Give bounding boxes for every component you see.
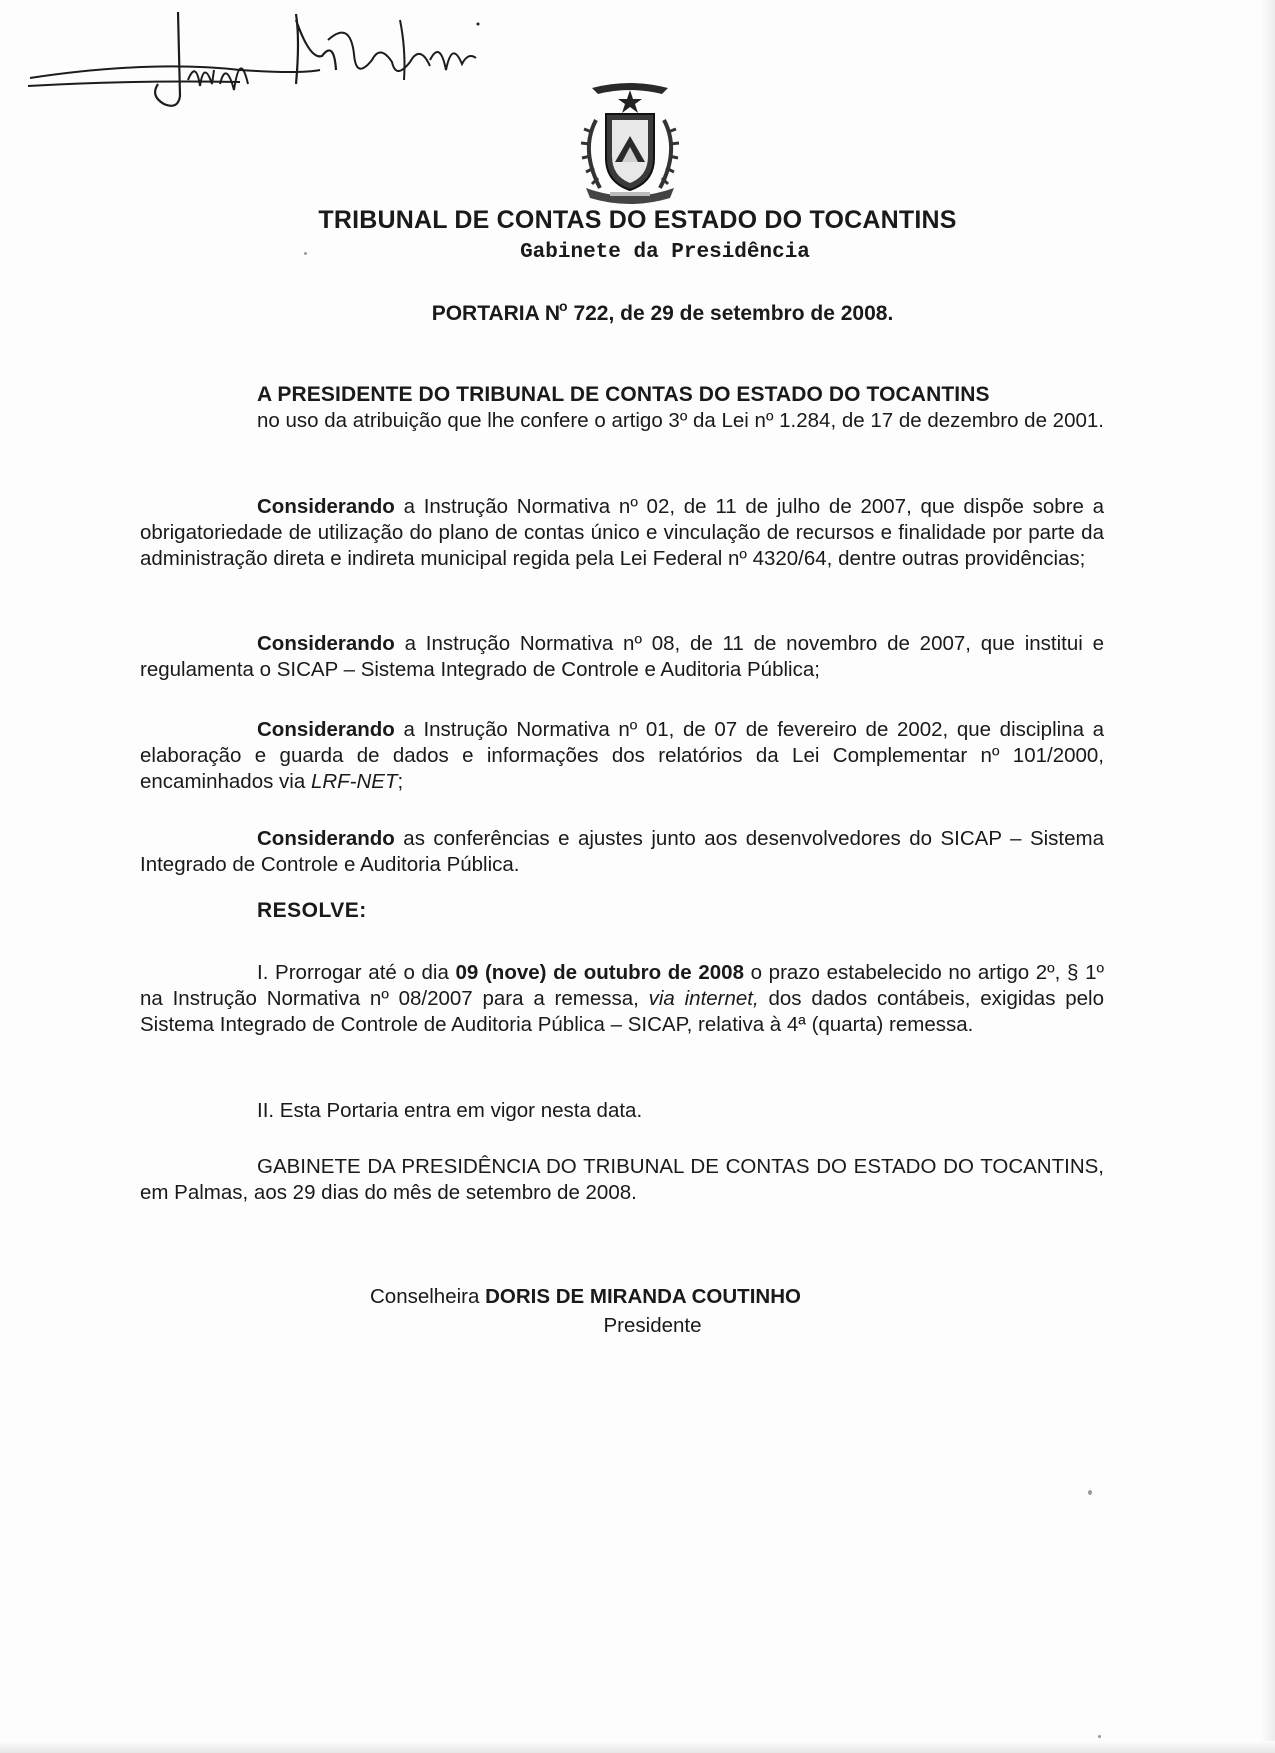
article-one-text-e: dos dados contábeis, exigidas pelo Sistema Integrado de Controle de Auditoria Pública – SICAP, relativa à 4ª (quarta) remessa. (140, 987, 1105, 1036)
preamble-lead: A PRESIDENTE DO TRIBUNAL DE CONTAS DO ESTADO DO TOCANTINS (257, 383, 990, 406)
article-two: II. Esta Portaria entra em vigor nesta data. (257, 1099, 643, 1122)
considerando-paragraph-3 (140, 717, 1104, 795)
considerando-paragraph-1 (140, 494, 1104, 572)
preamble (257, 382, 1104, 434)
resolve-heading: RESOLVE: (257, 899, 367, 922)
article-one (140, 960, 1104, 1038)
portaria-prefix: PORTARIA N (431, 302, 561, 325)
considerando-text: a Instrução Normativa nº 02, de 11 de julho de 2007, que dispõe sobre a obrigatoriedade de utilização do plano de contas único e vinculação de recursos e finalidade por parte da administração direta e indireta municipal regida pela Lei Federal nº 4320/64, dentre outras providências; (140, 495, 1104, 570)
considerando-paragraph-4 (140, 826, 1104, 878)
article-one-text-c: o prazo estabelecido no artigo 2º, § 1º na Instrução Normativa nº 08/2007 para a remessa, (140, 961, 1104, 1010)
office-subtitle: Gabinete da Presidência (520, 241, 810, 264)
closing-paragraph: GABINETE DA PRESIDÊNCIA DO TRIBUNAL DE CONTAS DO ESTADO DO TOCANTINS, em Palmas, aos 29 dias do mês de setembro de 2008. (140, 1155, 1104, 1204)
considerando-keyword: Considerando (257, 632, 395, 655)
article-one-text-a: I. Prorrogar até o dia (257, 961, 456, 984)
handwritten-signature (0, 0, 560, 120)
article-one-italic: via internet, (648, 987, 759, 1010)
coat-of-arms-icon (570, 80, 690, 208)
considerando-text: a Instrução Normativa nº 08, de 11 de novembro de 2007, que institui e regulamenta o SICAP – Sistema Integrado de Controle e Auditoria Pública; (140, 632, 1105, 681)
considerando-paragraph-2 (140, 631, 1104, 683)
considerando-keyword: Considerando (257, 827, 395, 850)
considerando-italic-term: LRF-NET (310, 770, 398, 793)
signatory-line (370, 1285, 801, 1309)
considerando-keyword: Considerando (257, 495, 395, 518)
signatory-role: Presidente (603, 1314, 702, 1337)
signatory-title: Conselheira (370, 1285, 486, 1308)
portaria-number-date: 722, de 29 de setembro de 2008. (573, 302, 894, 325)
scan-speck (304, 252, 307, 255)
considerando-text: as conferências e ajustes junto aos desenvolvedores do SICAP – Sistema Integrado de Controle e Auditoria Pública. (140, 827, 1104, 876)
considerando-keyword: Considerando (257, 718, 395, 741)
scan-edge-bottom (0, 1741, 1275, 1753)
preamble-text: no uso da atribuição que lhe confere o artigo 3º da Lei nº 1.284, de 17 de dezembro de 2001. (257, 409, 1104, 432)
considerando-end: ; (397, 770, 404, 793)
considerando-text: a Instrução Normativa nº 01, de 07 de fevereiro de 2002, que disciplina a elaboração e guarda de dados e informações dos relatórios da Lei Complementar nº 101/2000, encaminhados via (140, 718, 1104, 793)
scan-speck (1088, 1490, 1092, 1495)
portaria-superscript: o (559, 298, 568, 314)
scan-speck (1098, 1735, 1101, 1738)
article-one-date: 09 (nove) de outubro de 2008 (455, 961, 744, 984)
institution-title: TRIBUNAL DE CONTAS DO ESTADO DO TOCANTINS (318, 206, 957, 234)
signatory-name: DORIS DE MIRANDA COUTINHO (485, 1285, 801, 1308)
portaria-heading (0, 298, 1275, 326)
